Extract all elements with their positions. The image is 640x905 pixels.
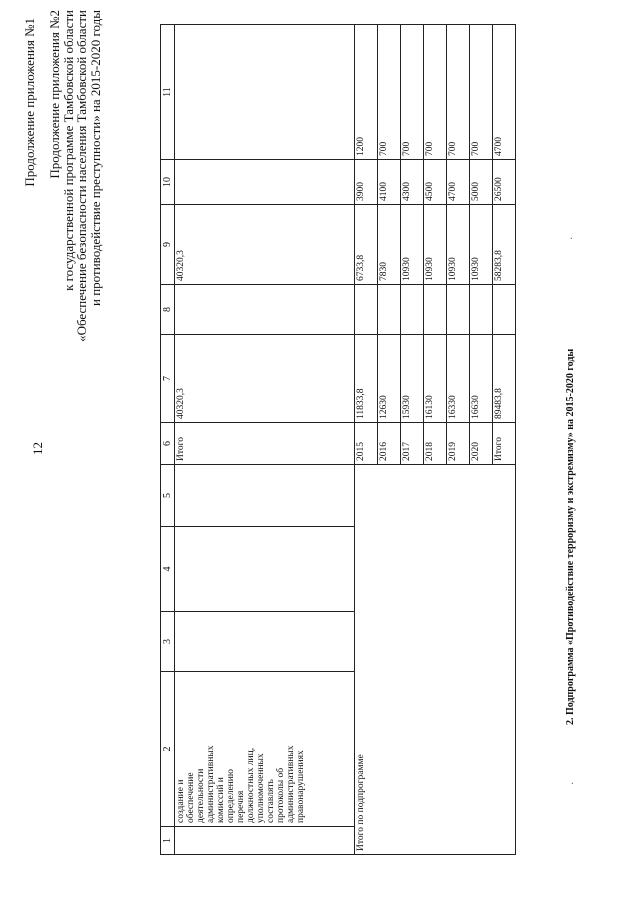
column-number-row: [161, 25, 175, 855]
column-number: 2: [161, 672, 175, 827]
column-number: 4: [161, 527, 175, 612]
subprogram-heading: 2. Подпрограмма «Противодействие терроризму и экстремизму» на 2015-2020 годы: [565, 348, 576, 725]
column-number: 1: [161, 827, 175, 855]
year-row: [355, 25, 378, 855]
continuation-header: Продолжение приложения №1: [22, 18, 37, 187]
activity-line: должностных лиц,: [246, 747, 256, 823]
column-number: 8: [161, 285, 175, 335]
activity-total-c9: 40320,3: [175, 205, 355, 285]
activity-line: обеспечение: [186, 772, 196, 823]
value-cell-c10: 4300: [401, 160, 424, 205]
value-cell-c10: 4500: [424, 160, 447, 205]
annex-header-line-4: и противодействие преступности» на 2015-2020 годы: [87, 10, 103, 306]
value-cell-c9: 7830: [378, 205, 401, 285]
year-cell: 2017: [401, 423, 424, 465]
activity-total-c8: [175, 285, 355, 335]
activity-line: составлять: [266, 779, 276, 823]
value-cell-c9: 10930: [470, 205, 493, 285]
year-cell: Итого: [493, 423, 516, 465]
value-cell-c11: 700: [470, 25, 493, 160]
value-cell-c8: [424, 285, 447, 335]
column-number: 6: [161, 423, 175, 465]
column-number: 3: [161, 612, 175, 672]
value-cell-c9: 58283,8: [493, 205, 516, 285]
year-cell: 2015: [355, 423, 378, 465]
activity-line: правонарушениях: [296, 750, 306, 823]
activity-line: комиссий и: [216, 777, 226, 823]
year-cell: 2020: [470, 423, 493, 465]
activity-line: уполномоченных: [256, 753, 266, 823]
activity-total-label: Итого: [175, 423, 355, 465]
page-number: 12: [30, 442, 45, 455]
activity-total-c10: [175, 160, 355, 205]
column-number: 9: [161, 205, 175, 285]
value-cell-c8: [470, 285, 493, 335]
activity-total-c7: 40320,3: [175, 335, 355, 423]
column-number: 11: [161, 25, 175, 160]
annex-header-line-1: Продолжение приложения №2: [47, 10, 62, 179]
value-cell-c10: 5000: [470, 160, 493, 205]
value-cell-c7: 15930: [401, 335, 424, 423]
value-cell-c8: [447, 285, 470, 335]
value-cell-c11: 4700: [493, 25, 516, 160]
activity-line: административных: [206, 745, 216, 823]
value-cell-c8: [401, 285, 424, 335]
column-number: 10: [161, 160, 175, 205]
value-cell-c11: 700: [447, 25, 470, 160]
value-cell-c7: 12630: [378, 335, 401, 423]
annex-header: [48, 10, 102, 342]
value-cell-c7: 16330: [447, 335, 470, 423]
value-cell-c11: 1200: [355, 25, 378, 160]
value-cell-c7: 16630: [470, 335, 493, 423]
activity-description: [175, 672, 355, 827]
value-cell-c11: 700: [424, 25, 447, 160]
annex-header-line-3: «Обеспечение безопасности населения Тамбовской области: [74, 10, 89, 342]
value-cell-c9: 6733,8: [355, 205, 378, 285]
value-cell-c9: 10930: [424, 205, 447, 285]
subprogram-total-label: Итого по подпрограмме: [355, 465, 516, 855]
value-cell-c9: 10930: [447, 205, 470, 285]
activity-line: определению: [226, 769, 236, 823]
value-cell-c10: 4100: [378, 160, 401, 205]
activity-line: деятельности: [196, 768, 206, 823]
year-cell: 2016: [378, 423, 401, 465]
value-cell-c10: 4700: [447, 160, 470, 205]
value-cell-c10: 26500: [493, 160, 516, 205]
value-cell-c8: [378, 285, 401, 335]
value-cell-c9: 10930: [401, 205, 424, 285]
year-cell: 2018: [424, 423, 447, 465]
year-rows: [355, 25, 516, 855]
activity-line: протоколы об: [276, 767, 286, 823]
activity-line: перечня: [236, 790, 246, 823]
activity-row: [175, 25, 355, 855]
value-cell-c11: 700: [401, 25, 424, 160]
budget-table: [160, 24, 516, 855]
annex-header-line-2: к государственной программе Тамбовской области: [60, 10, 76, 291]
column-number: 7: [161, 335, 175, 423]
activity-total-c11: [175, 25, 355, 160]
value-cell-c10: 3900: [355, 160, 378, 205]
year-cell: 2019: [447, 423, 470, 465]
value-cell-c8: [355, 285, 378, 335]
activity-line: создание и: [176, 779, 186, 823]
value-cell-c7: 11833,8: [355, 335, 378, 423]
value-cell-c11: 700: [378, 25, 401, 160]
column-number: 5: [161, 465, 175, 527]
value-cell-c7: 16130: [424, 335, 447, 423]
value-cell-c8: [493, 285, 516, 335]
activity-line: административных: [286, 745, 296, 823]
value-cell-c7: 89483,8: [493, 335, 516, 423]
document-page: 12 Продолжение приложения №1 Продолжение приложения №2 к государственной программе Тамбовской области «Обеспечение безопасности населения Тамбовской области и противодействие преступности» на 2015-2020 годы 1 2 3 4 5 6 7 8 9 10 11 создание и обеспечение деятельности административных комиссий и определению перечня должностных лиц, уполномоченных составлять протоколы об административных правонарушениях Итого 40320,3 40320,3 Итого по подпрограмме 2015 11833,8 6733,8 3900 1200 2016 12630 7830 4100 700 2017 15930 10930 4300 700 2018 16130 10930 4500 700 2019 16330 10930 4700 700 2020 16630 10930 5000 700 Итого 89483,8 58283,8 26500 4700 · 2. Подпрограмма «Противодействие терроризму и экстремизму» на 2015-2020 годы ·: [0, 0, 640, 905]
